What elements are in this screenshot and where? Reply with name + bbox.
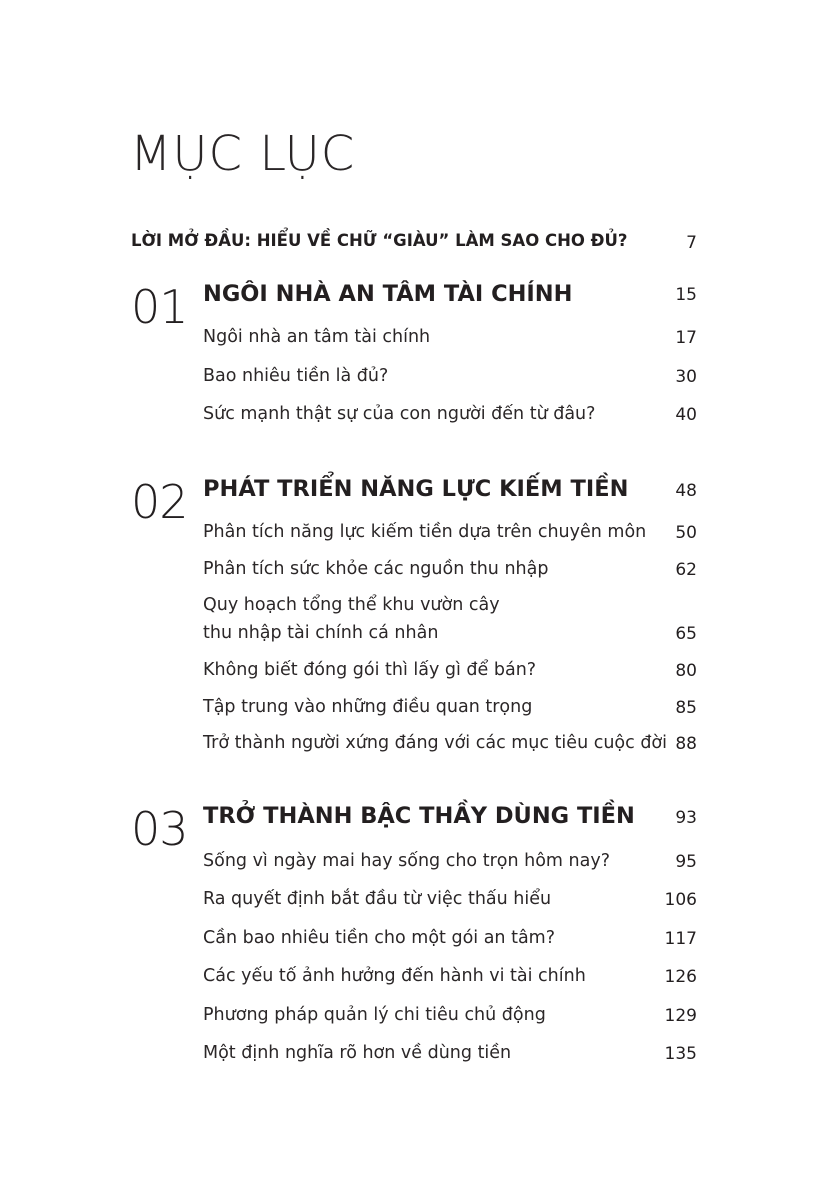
chapter-number: 03 xyxy=(131,802,188,856)
toc-entry-page: 80 xyxy=(675,661,697,681)
toc-entry-page: 106 xyxy=(664,890,697,910)
toc-entry-page: 40 xyxy=(675,405,697,425)
chapter-number: 02 xyxy=(131,475,188,529)
toc-entry: Sức mạnh thật sự của con người đến từ đâu? xyxy=(203,404,596,424)
intro-entry-page: 7 xyxy=(686,233,697,253)
toc-entry: Sống vì ngày mai hay sống cho trọn hôm nay? xyxy=(203,851,610,871)
toc-entry-page: 95 xyxy=(675,852,697,872)
toc-entry: Không biết đóng gói thì lấy gì để bán? xyxy=(203,660,537,680)
toc-entry-page: 85 xyxy=(675,698,697,718)
toc-entry: Phân tích năng lực kiếm tiền dựa trên chuyên môn xyxy=(203,522,647,542)
toc-entry: Ngôi nhà an tâm tài chính xyxy=(203,327,431,347)
toc-entry: Quy hoạch tổng thể khu vườn cây xyxy=(203,595,500,615)
chapter-number: 01 xyxy=(131,280,188,334)
chapter-title: TRỞ THÀNH BẬC THẦY DÙNG TIỀN xyxy=(203,803,635,829)
toc-entry: Tập trung vào những điều quan trọng xyxy=(203,697,533,717)
toc-entry: Các yếu tố ảnh hưởng đến hành vi tài chính xyxy=(203,966,586,986)
toc-entry: Một định nghĩa rõ hơn về dùng tiền xyxy=(203,1043,512,1063)
toc-entry: Ra quyết định bắt đầu từ việc thấu hiểu xyxy=(203,889,552,909)
toc-entry: Phân tích sức khỏe các nguồn thu nhập xyxy=(203,559,549,579)
chapter-page: 15 xyxy=(675,285,697,305)
toc-entry: Bao nhiêu tiền là đủ? xyxy=(203,366,389,386)
toc-entry-page: 126 xyxy=(664,967,697,987)
toc-entry-page: 30 xyxy=(675,367,697,387)
toc-entry: Trở thành người xứng đáng với các mục tiêu cuộc đời xyxy=(203,733,667,753)
toc-entry-page: 88 xyxy=(675,734,697,754)
toc-entry-page: 129 xyxy=(664,1006,697,1026)
toc-entry-page: 17 xyxy=(675,328,697,348)
toc-entry-page: 62 xyxy=(675,560,697,580)
chapter-page: 48 xyxy=(675,481,697,501)
toc-entry: Phương pháp quản lý chi tiêu chủ động xyxy=(203,1005,546,1025)
toc-entry-page: 117 xyxy=(664,929,697,949)
toc-entry-page: 135 xyxy=(664,1044,697,1064)
toc-entry-page: 65 xyxy=(675,624,697,644)
toc-entry-page: 50 xyxy=(675,523,697,543)
toc-entry: Cần bao nhiêu tiền cho một gói an tâm? xyxy=(203,928,556,948)
page-title: MỤC LỤC xyxy=(130,126,356,182)
chapter-title: PHÁT TRIỂN NĂNG LỰC KIẾM TIỀN xyxy=(203,476,629,502)
toc-entry-continuation: thu nhập tài chính cá nhân xyxy=(203,623,439,643)
chapter-page: 93 xyxy=(675,808,697,828)
intro-entry-label: LỜI MỞ ĐẦU: HIỂU VỀ CHỮ “GIÀU” LÀM SAO CHO ĐỦ? xyxy=(131,231,628,250)
chapter-title: NGÔI NHÀ AN TÂM TÀI CHÍNH xyxy=(203,281,573,307)
